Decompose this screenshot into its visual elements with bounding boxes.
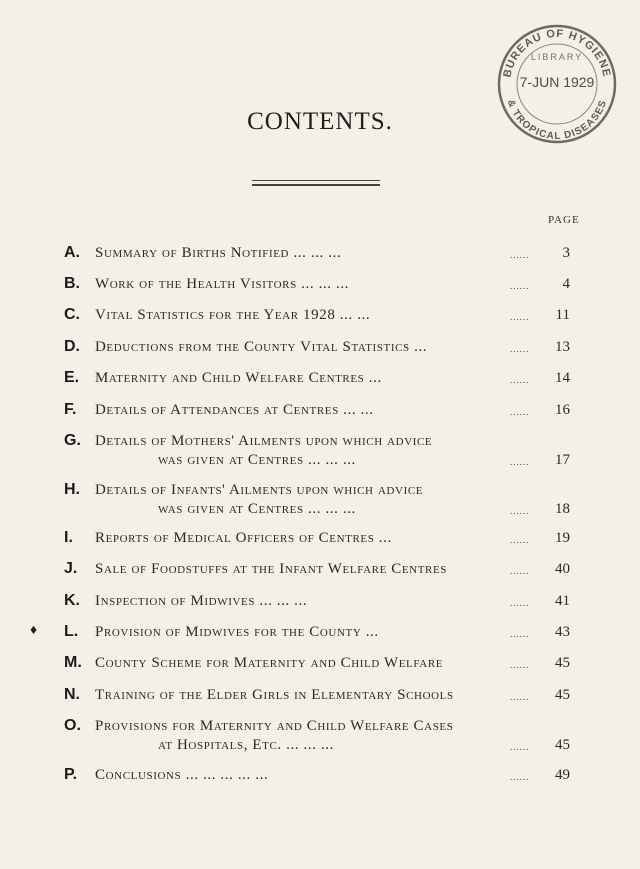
entry-page-number: 49 (555, 767, 570, 783)
entry-title: County Scheme for Maternity and Child Welfare (95, 655, 444, 671)
entry-leader-dots: ...... (510, 344, 530, 354)
entry-letter: G. (64, 432, 81, 449)
entry-leader-dots: ...... (510, 660, 530, 670)
stamp-middle-text: LIBRARY (530, 52, 584, 62)
entry-leader-dots: ...... (510, 629, 530, 639)
entry-title: Details of Mothers' Ailments upon which advice (95, 433, 433, 449)
stamp-top-text: BUREAU OF HYGIENE (501, 27, 613, 79)
entry-leader-dots: ...... (510, 312, 530, 322)
entry-page-number: 45 (555, 655, 570, 671)
entry-title: Details of Attendances at Centres ... ... (95, 402, 374, 418)
stamp-date: 7-JUN 1929 (519, 74, 595, 90)
entry-letter: A. (64, 244, 80, 261)
entry-title: Summary of Births Notified ... ... ... (95, 245, 342, 261)
entry-leader-dots: ...... (510, 506, 530, 516)
entry-title: Maternity and Child Welfare Centres ... (95, 370, 382, 386)
entry-page-number: 13 (555, 339, 570, 355)
entry-page-number: 43 (555, 624, 570, 640)
entry-page-number: 19 (555, 530, 570, 546)
entry-page-number: 17 (555, 452, 570, 468)
entry-page-number: 14 (555, 370, 570, 386)
entry-letter: E. (64, 369, 80, 386)
entry-title-continuation: was given at Centres ... ... ... (158, 452, 356, 468)
entry-title: Conclusions ... ... ... ... ... (95, 767, 269, 783)
entry-title: Reports of Medical Officers of Centres ... (95, 530, 392, 546)
entry-leader-dots: ...... (510, 250, 530, 260)
entry-leader-dots: ...... (510, 457, 530, 467)
entry-page-number: 3 (562, 245, 570, 261)
stamp-bottom-text: & TROPICAL DISEASES (504, 98, 610, 143)
entry-title: Provision of Midwives for the County ... (95, 624, 379, 640)
entry-title: Inspection of Midwives ... ... ... (95, 593, 308, 609)
entry-letter: J. (64, 560, 78, 577)
entry-page-number: 18 (555, 501, 570, 517)
entry-letter: M. (64, 654, 82, 671)
entry-leader-dots: ...... (510, 598, 530, 608)
entry-letter: C. (64, 306, 80, 323)
entry-leader-dots: ...... (510, 566, 530, 576)
entry-title-continuation: at Hospitals, Etc. ... ... ... (158, 737, 334, 753)
entry-title: Sale of Foodstuffs at the Infant Welfare Centres (95, 561, 448, 577)
entry-title: Work of the Health Visitors ... ... ... (95, 276, 350, 292)
entry-title: Training of the Elder Girls in Elementary Schools (95, 687, 454, 703)
entry-letter: L. (64, 623, 79, 640)
entry-page-number: 4 (562, 276, 570, 292)
entry-leader-dots: ...... (510, 375, 530, 385)
entry-title-continuation: was given at Centres ... ... ... (158, 501, 356, 517)
title-rule-thin (252, 180, 380, 181)
entry-letter: B. (64, 275, 80, 292)
entry-title: Provisions for Maternity and Child Welfare Cases (95, 718, 454, 734)
page-column-label: PAGE (548, 214, 580, 226)
title-rule-thick (252, 184, 380, 186)
entry-letter: P. (64, 766, 78, 783)
entry-leader-dots: ...... (510, 407, 530, 417)
entry-letter: I. (64, 529, 73, 546)
entry-leader-dots: ...... (510, 772, 530, 782)
entry-letter: D. (64, 338, 80, 355)
entry-letter: F. (64, 401, 77, 418)
entry-letter: H. (64, 481, 80, 498)
entry-letter: K. (64, 592, 80, 609)
entry-title: Vital Statistics for the Year 1928 ... ... (95, 307, 371, 323)
entry-page-number: 11 (555, 307, 570, 323)
entry-letter: O. (64, 717, 81, 734)
entry-page-number: 40 (555, 561, 570, 577)
entry-leader-dots: ...... (510, 742, 530, 752)
margin-mark: ♦ (30, 623, 38, 638)
entry-page-number: 45 (555, 687, 570, 703)
entry-leader-dots: ...... (510, 535, 530, 545)
entry-letter: N. (64, 686, 80, 703)
entry-page-number: 41 (555, 593, 570, 609)
page-title: CONTENTS. (247, 108, 393, 135)
entry-leader-dots: ...... (510, 281, 530, 291)
entry-page-number: 45 (555, 737, 570, 753)
entry-title: Deductions from the County Vital Statistics ... (95, 339, 428, 355)
entry-page-number: 16 (555, 402, 570, 418)
entry-leader-dots: ...... (510, 692, 530, 702)
entry-title: Details of Infants' Ailments upon which advice (95, 482, 424, 498)
